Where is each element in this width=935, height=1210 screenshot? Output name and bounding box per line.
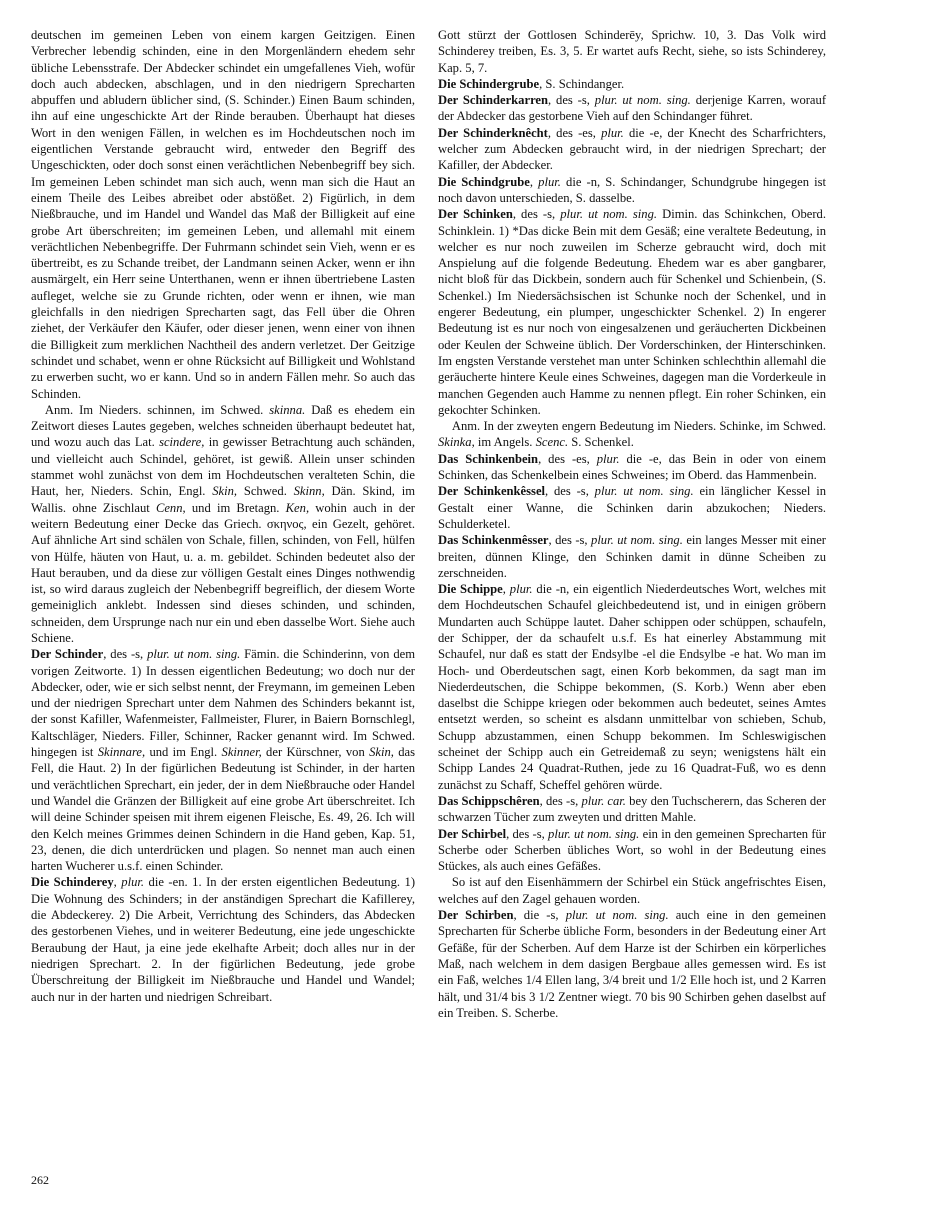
entry-text: wohin auch in der weitern Bedeutung einer Decke das Griech. σκηνος, ein Gezelt, gehöret. Auf ähnliche Art sind schälen von Schale, fillen, schinden, von Fell, hülfen von Hülfe, häuten von Haut, u. a. m. gebildet. Schinden bedeutet also der Haut berauben, und da diese zur völligen Gestalt eines Dinges nothwendig ist, so wird daraus zugleich der Nebenbegriff begreiflich, der diesem Worte gemeiniglich anklebt. Indessen sind dieses schinden, und schinden, schneiden, dem Ursprunge nach nur ein und eben dasselbe Wort. Siehe auch Schiene.: [31, 500, 415, 645]
italic-term: Skinnare,: [97, 745, 146, 760]
dictionary-paragraph: [438, 793, 826, 826]
page-number: 262: [31, 1173, 49, 1187]
italic-term: skinna.: [269, 402, 306, 417]
entry-text: die -n, S. Schindanger, Schundgrube hingegen ist noch davon unterschieden, S. dasselbe.: [438, 174, 827, 205]
dictionary-paragraph: [31, 27, 415, 402]
italic-term: plur. ut nom. sing.: [591, 533, 683, 548]
dictionary-paragraph: [438, 27, 826, 76]
italic-term: plur. car.: [581, 793, 626, 808]
entry-text: und im Engl.: [145, 745, 222, 760]
entry-headword: Die Schindgrube: [438, 174, 530, 189]
entry-text: , des -es,: [547, 125, 602, 140]
entry-text: ein länglicher Kessel in Gestalt einer Wanne, die Schinken darin abzukochen; Nieders. Schulderketel.: [438, 484, 827, 531]
entry-text: Fämin. die Schinderinn, von dem vorigen Zeitworte. 1) In dessen eigentlichen Bedeutung; wo doch nur der Abdecker, oder, wie er sich selbst nennt, der Freymann, im gemeinen Leben und der niedrigen Sprechart unter dem Nahmen des Schinders bekannt ist, der sonst Kafiller, Wafenmeister, Fallmeister, Flurer, in Baiern Bornschlegl, Kaltschläger, Nieders. Filler, Schinner, Racker genannt wird. Im Schwed. hingegen ist: [31, 647, 416, 760]
entry-headword: Das Schippschêren: [438, 793, 540, 808]
entry-text: deutschen im gemeinen Leben von einem kargen Geitzigen. Einen Verbrecher lebendig schinden, eine in den Morgenländern ehedem sehr übliche Lebensstrafe. Der Abdecker schindet ein umgefallenes Vieh, wofür doch auch abdecken, abschlagen, und in den niedrigern Sprecharten abpuffen und abludern üblicher sind, (S. Schinder.) Einen Baum schinden, ihn auf eine ungeschickte Art der Rinde berauben. Überhaupt hat dieses Wort in den wenigen Fällen, in welchen es im Hochdeutschen noch im eigentlichen Verstande gebraucht wird, entweder den Begriff des Ungeschickten, oder doch sonst einen verächtlichen Nebenbegriff bey sich. Im gemeinen Leben schindet man sich auch, wenn man sich die Haut an einem Theile des Leibes abreibet oder abstößet. 2) Figürlich, in dem Nießbrauche, und im Handel und Wandel das Maß der Billigkeit auf eine grobe Art überschreiten; im gemeinen Leben, und allemahl mit einem verächtlichen Nebenbegriffe. Der Fuhrmann schindet sein Vieh, wenn er es übertreibt, es zu Schande treibet, der Landmann seinen Acker, wenn er ihn ausmärgelt, ein Herr seine Unterthanen, wenn er ihnen übertriebene Lasten aufleget, welche sie zu Grunde richten, oder wenn er ihnen, wie man gleichfalls in den niedrigen Sprecharten sagt, das Fell über die Ohren ziehet, der Verkäufer den Käufer, oder dieser jenen, wenn einer von ihnen die Billigkeit zum merklichen Nachtheil des andern verletzet. Der Geitzige schindet und schabet, wenn er ohne Rücksicht auf Billigkeit und Wohlstand zu erwerben sucht, wo er kann. Und so in andern Fällen mehr. So auch das Schinden.: [31, 28, 415, 401]
entry-headword: Die Schindergrube: [438, 76, 540, 91]
entry-headword: Der Schinderknêcht: [438, 125, 548, 140]
entry-text: , des -es,: [538, 451, 597, 466]
italic-term: Skin,: [369, 745, 394, 760]
italic-term: Skinka,: [438, 435, 475, 450]
entry-text: , des -s,: [539, 793, 582, 808]
entry-text: , des -s,: [103, 647, 148, 662]
dictionary-paragraph: [438, 451, 826, 484]
entry-text: auch eine in den gemeinen Sprecharten für Scherbe übliche Form, besonders in der Bedeutung einer Art Gefäße, für der Scherben. Auf dem Harze ist der Schirben ein körperliches Maß, nach welchem in dem dasigen Bergbaue alles gemessen wird. Es ist ein Faß, welches 1/4 Ellen lang, 3/4 breit und 1/2 Elle hoch ist, und 2 Karren hält, und 31/4 bis 3 1/2 Zentner wiegt. 70 bis 90 Schirben gehen daselbst auf ein Treiben. S. Scherbe.: [438, 908, 826, 1020]
left-column: [31, 27, 415, 1005]
dictionary-paragraph: [438, 826, 826, 875]
italic-term: plur.: [596, 451, 620, 466]
entry-text: Anm. In der zweyten engern Bedeutung im Nieders. Schinke, im Schwed.: [451, 419, 826, 434]
entry-text: Dän. Skind, im Wallis. ohne Zischlaut: [31, 484, 415, 515]
dictionary-paragraph: [438, 483, 826, 532]
entry-text: ,: [529, 174, 539, 189]
entry-text: derjenige Karren, worauf der Abdecker das gestorbene Vieh auf den Schindanger führet.: [438, 93, 827, 124]
entry-text: in gewisser Betrachtung auch schänden, und vielleicht auch Schindel, gehöret, ist gewiß. Allein unser schinden stammet wohl zunächst von dem im Hochdeutschen veralteten Schin, die Haut, her, Nieders. Schin, Engl.: [31, 435, 416, 499]
italic-term: Cenn,: [155, 500, 186, 515]
entry-text: Dimin. das Schinkchen, Oberd. Schinklein. 1) *Das dicke Bein mit dem Gesäß; eine veraltete Bedeutung, in welcher es nur noch zuweilen im Scherze gebraucht wird, doch mit Anspielung auf die folgende Bedeutung. Ehedem war es aber gangbarer, nicht bloß für das Dickbein, sondern auch für Schenkel und Schienbein, (S. Schenkel.) Im Niedersächsischen ist Schunke noch der Schenkel, und in engerer Bedeutung, ein plumper, ungeschickter Schenkel. 2) In engerer Bedeutung ist es nur noch von eingesalzenen und geräucherten Dickbeinen oder Keulen der Schweine üblich. Der Vorderschinken, der Hinterschinken. Im engsten Verstande verstehet man unter Schinken schlechthin allemahl die geräucherte hintere Keule eines Schweines, dagegen man die Vorderkeule in manchen Gegenden auch Hamme zu nennen pflegt. Ein roher Schinken, ein gekochter Schinken.: [438, 207, 826, 417]
italic-term: plur.: [538, 174, 561, 189]
entry-text: ein in den gemeinen Sprecharten für Scherbe oder Scherben übliches Wort, so wohl in der Bedeutung eines Stückes, als auch eines Gefäßes.: [438, 826, 827, 874]
italic-term: Ken,: [285, 500, 310, 515]
entry-headword: Der Schirbel: [438, 826, 507, 841]
dictionary-paragraph: [438, 532, 826, 581]
entry-text: im Angels.: [474, 435, 536, 450]
italic-term: plur. ut nom. sing.: [594, 93, 691, 108]
dictionary-paragraph: [438, 174, 826, 207]
dictionary-paragraph: [438, 907, 826, 1021]
entry-text: S. Schenkel.: [568, 435, 634, 450]
entry-text: , des -s,: [512, 207, 561, 222]
entry-text: die -e, der Knecht des Scharfrichters, welcher zum Abdecken gebraucht wird, in der niedrigen Sprechart; der Kafiller, der Abdecker.: [438, 125, 826, 173]
entry-text: der Kürschner, von: [261, 745, 370, 760]
entry-headword: Der Schirben: [438, 908, 514, 923]
dictionary-paragraph: [31, 402, 415, 646]
dictionary-paragraph: [438, 76, 826, 92]
dictionary-paragraph: [438, 206, 826, 418]
entry-text: Anm. Im Nieders. schinnen, im Schwed.: [44, 402, 270, 417]
dictionary-paragraph: [438, 92, 826, 125]
italic-term: plur. ut nom. sing.: [147, 647, 241, 662]
right-column: [438, 27, 826, 1021]
italic-term: Skinner,: [221, 745, 262, 760]
entry-text: Gott stürzt der Gottlosen Schinderēy, Sprichw. 10, 3. Das Volk wird Schinderey treiben, Es. 3, 5. Er wartet aufs Recht, siehe, so ists Schinderey, Kap. 5, 7.: [438, 28, 826, 75]
italic-term: plur. ut nom. sing.: [565, 908, 669, 923]
italic-term: plur.: [601, 125, 624, 140]
dictionary-paragraph: [31, 874, 415, 1004]
entry-text: , des -s,: [548, 93, 595, 108]
entry-text: , die -s,: [513, 908, 566, 923]
dictionary-paragraph: [438, 874, 826, 907]
entry-text: , des -s,: [545, 484, 595, 499]
entry-headword: Die Schinderey: [31, 875, 114, 890]
italic-term: plur. ut nom. sing.: [560, 207, 658, 222]
entry-text: , des -s,: [506, 826, 549, 841]
dictionary-paragraph: [438, 125, 826, 174]
entry-text: die -en. 1. In der ersten eigentlichen Bedeutung. 1) Die Wohnung des Schinders; in der anständigen Sprechart die Kafillerey, die Abdeckerey. 2) Die Arbeit, Verrichtung des Schinders, das Abdecken des gestorbenen Viehes, und in weiterer Bedeutung, eine jede ungeschickte Beraubung der Haut, ja eine jede ekelhafte Arbeit; doch alles nur in der niedrigen Sprechart. 2. In der figürlichen Bedeutung, jede grobe Überschreitung der Billigkeit im Nießbrauche und Handel und Wandel; auch nur in der harten und niedrigen Schreibart.: [31, 875, 416, 1004]
entry-text: bey den Tuchscherern, das Scheren der schwarzen Tücher zum zweyten und dritten Mahle.: [438, 793, 827, 825]
dictionary-paragraph: [438, 418, 826, 451]
entry-headword: Der Schinderkarren: [438, 93, 549, 108]
entry-headword: Der Schinder: [31, 647, 104, 662]
entry-text: ein langes Messer mit einer breiten, dünnen Klinge, den Schinken damit in dünne Scheiben zu zerschneiden.: [438, 533, 826, 580]
entry-text: Daß es ehedem ein Zeitwort dieses Lautes gegeben, welches schneiden überhaupt bedeutet hat, und wozu auch das Lat.: [31, 402, 415, 450]
entry-text: So ist auf den Eisenhämmern der Schirbel ein Stück angefrischtes Eisen, welches auf den Zagel gehauen worden.: [438, 875, 826, 906]
italic-term: scindere,: [159, 435, 205, 450]
entry-text: Schwed.: [237, 484, 294, 499]
dictionary-paragraph: [31, 646, 415, 874]
italic-term: plur. ut nom. sing.: [594, 484, 694, 499]
dictionary-paragraph: [438, 581, 826, 793]
entry-headword: Das Schinkenbein: [438, 451, 539, 466]
italic-term: plur.: [509, 582, 533, 597]
italic-term: Skin,: [212, 484, 238, 499]
entry-headword: Die Schippe: [438, 582, 503, 597]
entry-headword: Das Schinkenmêsser: [438, 533, 549, 548]
entry-text: , S. Schindanger.: [539, 76, 625, 91]
entry-headword: Der Schinkenkêssel: [438, 484, 546, 499]
italic-term: plur.: [121, 875, 145, 890]
italic-term: plur. ut nom. sing.: [548, 826, 640, 841]
italic-term: Skinn,: [293, 484, 325, 499]
entry-text: die -e, das Bein in oder von einem Schinken, das Schenkelbein eines Schweines; im Oberd. das Hammenbein.: [438, 451, 826, 483]
entry-text: ,: [502, 582, 510, 597]
entry-text: , des -s,: [548, 533, 592, 548]
entry-headword: Der Schinken: [438, 207, 513, 222]
entry-text: und im Bretagn.: [185, 500, 286, 515]
entry-text: ,: [113, 875, 122, 890]
italic-term: Scenc.: [535, 435, 569, 450]
entry-text: das Fell, die Haut. 2) In der figürlichen Bedeutung ist Schinder, in der harten und verächtlichen Sprechart, ein jeder, der in dem Nießbrauche oder Handel und Wandel die Gränzen der Billigkeit auf eine grobe Art überschreitet. Ich will deine Schinder speisen mit ihrem eigenen Fleische, Es. 49, 26. Ich will den Kelch meines Grimmes deinen Schindern in die Hand geben, Kap. 51, 23, denen, die dich unterdrücken und plagen. So nennet man auch einen harten Wucherer u.s.f. einen Schinder.: [31, 745, 416, 874]
entry-text: die -n, ein eigentlich Niederdeutsches Wort, welches mit dem Hochdeutschen Schaufel gleichbedeutend ist, und in einigen gröbern Mundarten auch Schüppe lautet. Daher schippen oder schüppen, schaufeln, der Schipper, der da schaufelt u.s.f. Es hat einerley Abstammung mit Schaufel, nur daß es statt der Endsylbe -el die Endsylbe -e hat. Wo man im Hoch- und Oberdeutschen sagt, einen Korb bekommen, da sagt man im Niederdeutschen, die Schippe bekommen, (S. Korb.) Wenn aber eben daselbst die Schippe kriegen oder bekommen auch bedeutet, seines Amtes entsetzt werden, so scheint es alsdann unmittelbar von schieben, Schub, Schupp abzustammen, einen Schupp bekommen. Im Schleswigischen scheinet der Schipp auch ein Getreidemaß zu seyn; wenigstens hält ein Schipp Landes 24 Quadrat-Ruthen, jede zu 16 Quadrat-Fuß, wo es denn zunächst zu Schaff, Scheffel gehören würde.: [438, 582, 827, 792]
